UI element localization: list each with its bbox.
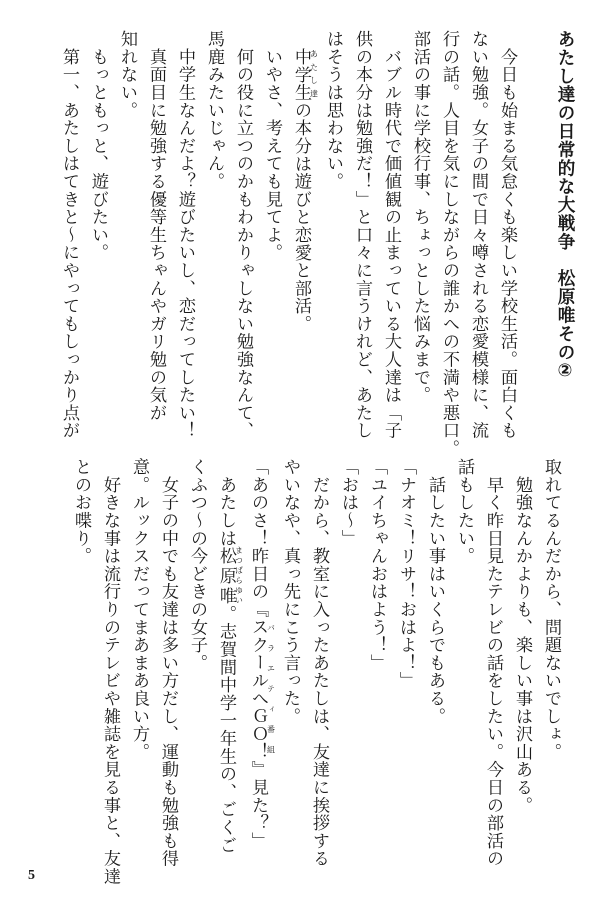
lower-line: 勉強なんかよりも、楽しい事は沢山ある。 (512, 458, 532, 814)
lower-line: とのお喋り。 (71, 458, 91, 565)
ruby-line-1-ruby: 中学生あたし達 (291, 47, 319, 102)
upper-line: もっともっと、遊びたい。 (88, 30, 108, 262)
lower-line: 早く昨日見たテレビの話をしたい。今日の部活の (483, 458, 503, 868)
upper-line: 中学生なんだよ？遊びたいし、恋だってしたい！ (175, 30, 195, 440)
lower-line: 取れてるんだから、問題ないでしょ。 (541, 458, 561, 761)
upper-line: 何の役に立つのかもわかりゃしない勉強なんて、 (233, 30, 253, 440)
upper-line: 行の話。人目を気にしながらの誰かへの不満や悪口。 (439, 30, 459, 458)
upper-line: いやさ、考えても見てよ。 (262, 30, 282, 262)
lower-line: 意。ルックスだってまあまあ良い方。 (129, 458, 149, 761)
upper-line: 真面目に勉強する優等生ちゃんやガリ勉の気が (146, 30, 166, 422)
upper-line: 今日も始まる気怠くも楽しい学校生活。面白くも (497, 30, 517, 440)
lower-body-text (66, 458, 565, 886)
lower-line: 話したい事はいくらでもある。 (425, 458, 445, 725)
lower-line: 「ユイちゃんおはよう！」 (367, 458, 387, 672)
upper-line: 知れない。 (117, 30, 137, 119)
page-number: 5 (28, 868, 35, 883)
lower-line: だから、教室に入ったあたしは、友達に挨拶する (309, 458, 329, 868)
lower-line: 好きな事は流行りのテレビや雑誌を見る事と、友達 (100, 458, 120, 886)
upper-line: 部活の事に学校行事、ちょっとした悩みまで。 (410, 30, 430, 404)
upper-text-block (54, 30, 579, 458)
upper-line (521, 30, 550, 430)
upper-line: 供の本分は勉強だ！」と口々に言うけれど、あたし (352, 30, 372, 440)
name-ruby: 松原唯まつばらゆい (216, 545, 244, 606)
lower-line: あたしは松原唯まつばらゆい。志賀間中学一年生の、ごくご (216, 458, 244, 855)
lower-line: 女子の中でも友達は多い方だし、運動も勉強も得 (158, 458, 178, 868)
upper-line: 第一、あたしはてきと～にやってもしっかり点が (59, 30, 79, 440)
upper-line: ない勉強。女子の間で日々噂される恋愛模様に、流 (468, 30, 488, 440)
upper-line: はそうは思わない。 (323, 30, 343, 191)
lower-text-block (66, 458, 565, 886)
upper-line: 馬鹿みたいじゃん。 (204, 30, 224, 191)
lower-line: 話もしたい。 (454, 458, 474, 565)
lower-line: 「ナオミ！リサ！おはよ！」 (396, 458, 416, 690)
upper-body-text (54, 30, 550, 458)
ruby-line-2: 「あのさ！昨日の『スクールへＧＯ！バラエティ番組』見た？」 (248, 458, 276, 850)
ruby-line-1: 中学生あたし達の本分は遊びと恋愛と部活。 (291, 47, 319, 333)
ruby-line-2-ruby: スクールへＧＯ！バラエティ番組 (248, 618, 276, 761)
chapter-title: あたし達の日常的な大戦争 松原唯その② (555, 30, 575, 382)
lower-line: やいなや、真っ先にこう言った。 (280, 458, 300, 725)
lower-line: 「おは～」 (338, 458, 358, 547)
upper-line: バブル時代で価値観の止まっている大人達は「子 (381, 30, 401, 440)
lower-line: くふつ～の今どきの女子。 (187, 458, 207, 672)
